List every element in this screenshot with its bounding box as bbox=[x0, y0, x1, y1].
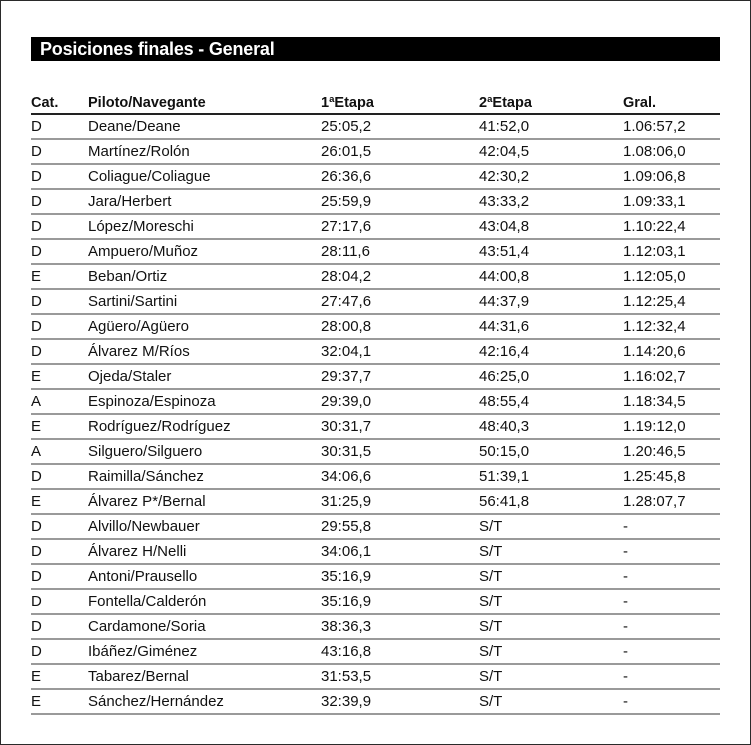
cell-cat: D bbox=[31, 514, 88, 539]
cell-etapa1: 30:31,5 bbox=[321, 439, 479, 464]
cell-etapa1: 29:37,7 bbox=[321, 364, 479, 389]
cell-piloto: Ojeda/Staler bbox=[88, 364, 321, 389]
cell-cat: D bbox=[31, 139, 88, 164]
cell-etapa2: S/T bbox=[479, 689, 623, 714]
cell-piloto: Coliague/Coliague bbox=[88, 164, 321, 189]
cell-piloto: Álvarez M/Ríos bbox=[88, 339, 321, 364]
cell-gral: 1.08:06,0 bbox=[623, 139, 720, 164]
cell-cat: A bbox=[31, 439, 88, 464]
cell-piloto: Sánchez/Hernández bbox=[88, 689, 321, 714]
table-row bbox=[31, 564, 720, 589]
cell-piloto: Sartini/Sartini bbox=[88, 289, 321, 314]
cell-etapa2: 56:41,8 bbox=[479, 489, 623, 514]
cell-etapa1: 26:36,6 bbox=[321, 164, 479, 189]
table-row bbox=[31, 139, 720, 164]
cell-cat: D bbox=[31, 614, 88, 639]
cell-etapa2: S/T bbox=[479, 539, 623, 564]
cell-etapa2: 42:04,5 bbox=[479, 139, 623, 164]
cell-cat: D bbox=[31, 539, 88, 564]
cell-gral: - bbox=[623, 564, 720, 589]
header-cat: Cat. bbox=[31, 88, 88, 114]
cell-etapa2: 50:15,0 bbox=[479, 439, 623, 464]
cell-etapa1: 35:16,9 bbox=[321, 564, 479, 589]
cell-cat: D bbox=[31, 114, 88, 139]
cell-etapa1: 26:01,5 bbox=[321, 139, 479, 164]
cell-etapa2: 44:37,9 bbox=[479, 289, 623, 314]
cell-etapa2: 41:52,0 bbox=[479, 114, 623, 139]
cell-etapa2: 48:40,3 bbox=[479, 414, 623, 439]
cell-etapa1: 31:53,5 bbox=[321, 664, 479, 689]
cell-etapa1: 27:47,6 bbox=[321, 289, 479, 314]
cell-gral: 1.06:57,2 bbox=[623, 114, 720, 139]
table-row bbox=[31, 364, 720, 389]
cell-etapa1: 34:06,1 bbox=[321, 539, 479, 564]
cell-etapa2: 48:55,4 bbox=[479, 389, 623, 414]
table-row bbox=[31, 114, 720, 139]
cell-etapa1: 25:05,2 bbox=[321, 114, 479, 139]
cell-gral: 1.28:07,7 bbox=[623, 489, 720, 514]
cell-cat: E bbox=[31, 664, 88, 689]
table-row bbox=[31, 164, 720, 189]
cell-piloto: Rodríguez/Rodríguez bbox=[88, 414, 321, 439]
cell-etapa1: 34:06,6 bbox=[321, 464, 479, 489]
table-row bbox=[31, 464, 720, 489]
cell-gral: - bbox=[623, 514, 720, 539]
cell-etapa1: 35:16,9 bbox=[321, 589, 479, 614]
cell-gral: 1.10:22,4 bbox=[623, 214, 720, 239]
cell-gral: 1.14:20,6 bbox=[623, 339, 720, 364]
cell-piloto: Espinoza/Espinoza bbox=[88, 389, 321, 414]
cell-gral: 1.12:25,4 bbox=[623, 289, 720, 314]
cell-etapa1: 38:36,3 bbox=[321, 614, 479, 639]
table-row bbox=[31, 439, 720, 464]
cell-piloto: Álvarez P*/Bernal bbox=[88, 489, 321, 514]
cell-cat: D bbox=[31, 189, 88, 214]
cell-gral: 1.25:45,8 bbox=[623, 464, 720, 489]
results-table bbox=[31, 88, 720, 715]
cell-etapa1: 30:31,7 bbox=[321, 414, 479, 439]
table-row bbox=[31, 389, 720, 414]
cell-gral: 1.20:46,5 bbox=[623, 439, 720, 464]
table-row bbox=[31, 514, 720, 539]
cell-etapa2: 43:33,2 bbox=[479, 189, 623, 214]
cell-cat: D bbox=[31, 214, 88, 239]
cell-etapa2: 44:31,6 bbox=[479, 314, 623, 339]
cell-cat: D bbox=[31, 239, 88, 264]
cell-cat: D bbox=[31, 639, 88, 664]
cell-cat: E bbox=[31, 689, 88, 714]
table-row bbox=[31, 664, 720, 689]
cell-cat: E bbox=[31, 364, 88, 389]
cell-cat: D bbox=[31, 339, 88, 364]
table-row bbox=[31, 239, 720, 264]
cell-etapa2: S/T bbox=[479, 589, 623, 614]
cell-piloto: Raimilla/Sánchez bbox=[88, 464, 321, 489]
cell-cat: D bbox=[31, 589, 88, 614]
cell-etapa2: 43:04,8 bbox=[479, 214, 623, 239]
cell-gral: - bbox=[623, 689, 720, 714]
cell-etapa1: 28:00,8 bbox=[321, 314, 479, 339]
cell-etapa1: 29:39,0 bbox=[321, 389, 479, 414]
cell-cat: D bbox=[31, 464, 88, 489]
cell-piloto: Silguero/Silguero bbox=[88, 439, 321, 464]
cell-gral: 1.12:05,0 bbox=[623, 264, 720, 289]
table-row bbox=[31, 639, 720, 664]
cell-piloto: Tabarez/Bernal bbox=[88, 664, 321, 689]
cell-piloto: Alvillo/Newbauer bbox=[88, 514, 321, 539]
header-etapa1: 1ªEtapa bbox=[321, 88, 479, 114]
cell-piloto: Álvarez H/Nelli bbox=[88, 539, 321, 564]
table-row bbox=[31, 289, 720, 314]
cell-gral: 1.12:03,1 bbox=[623, 239, 720, 264]
cell-gral: 1.12:32,4 bbox=[623, 314, 720, 339]
cell-piloto: Ampuero/Muñoz bbox=[88, 239, 321, 264]
cell-etapa2: 42:16,4 bbox=[479, 339, 623, 364]
cell-cat: D bbox=[31, 289, 88, 314]
cell-etapa2: S/T bbox=[479, 639, 623, 664]
cell-piloto: Antoni/Prausello bbox=[88, 564, 321, 589]
cell-piloto: Fontella/Calderón bbox=[88, 589, 321, 614]
cell-gral: - bbox=[623, 639, 720, 664]
table-row bbox=[31, 489, 720, 514]
cell-piloto: Ibáñez/Giménez bbox=[88, 639, 321, 664]
table-row bbox=[31, 314, 720, 339]
cell-etapa1: 43:16,8 bbox=[321, 639, 479, 664]
cell-etapa1: 28:11,6 bbox=[321, 239, 479, 264]
cell-etapa2: 42:30,2 bbox=[479, 164, 623, 189]
cell-piloto: Cardamone/Soria bbox=[88, 614, 321, 639]
cell-gral: 1.18:34,5 bbox=[623, 389, 720, 414]
cell-gral: 1.09:33,1 bbox=[623, 189, 720, 214]
cell-cat: D bbox=[31, 564, 88, 589]
cell-cat: E bbox=[31, 264, 88, 289]
cell-piloto: Agüero/Agüero bbox=[88, 314, 321, 339]
cell-cat: D bbox=[31, 314, 88, 339]
cell-etapa2: S/T bbox=[479, 564, 623, 589]
header-gral: Gral. bbox=[623, 88, 720, 114]
header-piloto: Piloto/Navegante bbox=[88, 88, 321, 114]
cell-etapa2: 51:39,1 bbox=[479, 464, 623, 489]
cell-gral: 1.19:12,0 bbox=[623, 414, 720, 439]
cell-cat: E bbox=[31, 414, 88, 439]
cell-etapa2: 44:00,8 bbox=[479, 264, 623, 289]
table-row bbox=[31, 614, 720, 639]
cell-cat: E bbox=[31, 489, 88, 514]
cell-etapa2: 43:51,4 bbox=[479, 239, 623, 264]
cell-gral: 1.09:06,8 bbox=[623, 164, 720, 189]
cell-etapa1: 29:55,8 bbox=[321, 514, 479, 539]
table-row bbox=[31, 589, 720, 614]
cell-etapa2: S/T bbox=[479, 664, 623, 689]
cell-etapa2: 46:25,0 bbox=[479, 364, 623, 389]
cell-piloto: Martínez/Rolón bbox=[88, 139, 321, 164]
header-etapa2: 2ªEtapa bbox=[479, 88, 623, 114]
header-row bbox=[31, 88, 720, 114]
cell-gral: 1.16:02,7 bbox=[623, 364, 720, 389]
page-title: Posiciones finales - General bbox=[40, 39, 275, 59]
cell-etapa1: 32:04,1 bbox=[321, 339, 479, 364]
cell-piloto: Deane/Deane bbox=[88, 114, 321, 139]
cell-etapa2: S/T bbox=[479, 514, 623, 539]
table-row bbox=[31, 339, 720, 364]
cell-piloto: Jara/Herbert bbox=[88, 189, 321, 214]
title-bar bbox=[31, 37, 720, 61]
cell-etapa2: S/T bbox=[479, 614, 623, 639]
table-row bbox=[31, 414, 720, 439]
cell-gral: - bbox=[623, 664, 720, 689]
table-row bbox=[31, 539, 720, 564]
cell-cat: A bbox=[31, 389, 88, 414]
cell-etapa1: 32:39,9 bbox=[321, 689, 479, 714]
cell-gral: - bbox=[623, 539, 720, 564]
cell-etapa1: 27:17,6 bbox=[321, 214, 479, 239]
cell-piloto: López/Moreschi bbox=[88, 214, 321, 239]
cell-etapa1: 31:25,9 bbox=[321, 489, 479, 514]
cell-gral: - bbox=[623, 589, 720, 614]
table-row bbox=[31, 689, 720, 714]
cell-gral: - bbox=[623, 614, 720, 639]
cell-etapa1: 25:59,9 bbox=[321, 189, 479, 214]
table-row bbox=[31, 264, 720, 289]
cell-piloto: Beban/Ortiz bbox=[88, 264, 321, 289]
table-row bbox=[31, 189, 720, 214]
table-row bbox=[31, 214, 720, 239]
cell-etapa1: 28:04,2 bbox=[321, 264, 479, 289]
cell-cat: D bbox=[31, 164, 88, 189]
